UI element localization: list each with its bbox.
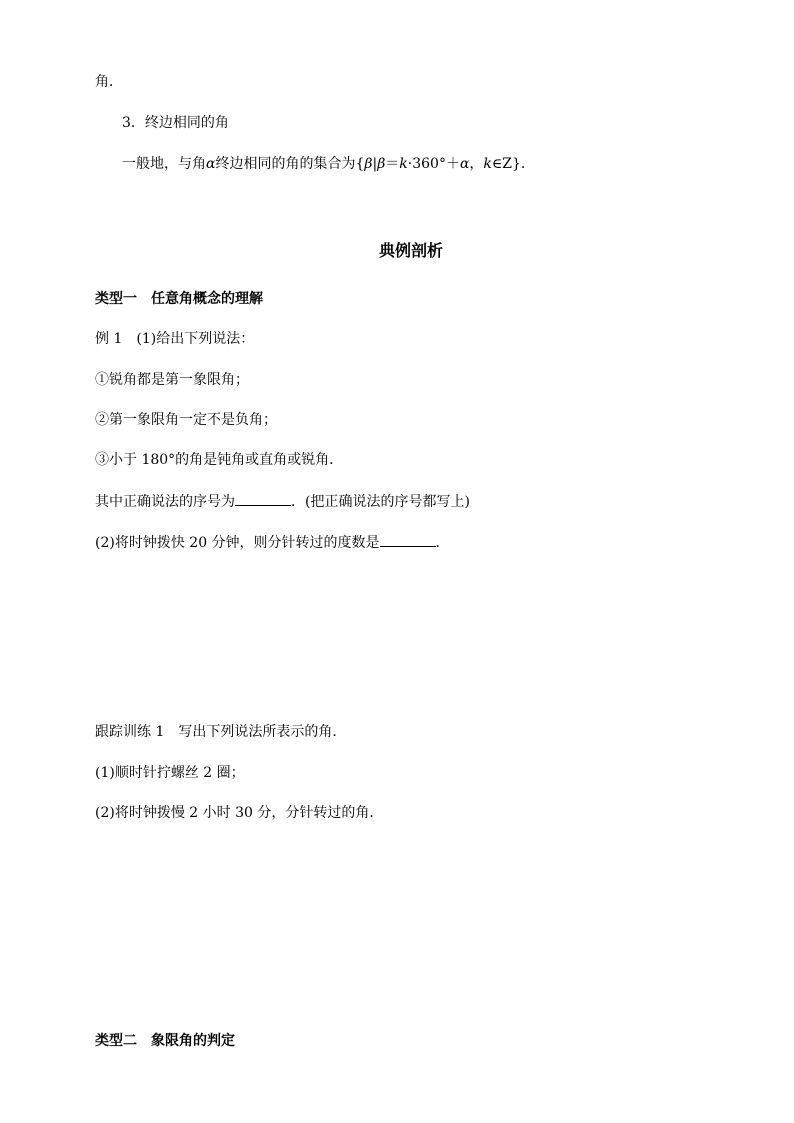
beta-symbol-2: β (377, 156, 386, 172)
body-tail: ·360°＋ (407, 156, 460, 172)
body-end: ∈Z}． (491, 156, 535, 172)
body-mid: 终边相同的角的集合为{ (215, 156, 365, 172)
type-2-title-text: 类型二 象限角的判定 (95, 1033, 235, 1049)
example-1-item-1 (95, 371, 249, 389)
type-1-title-text: 类型一 任意角概念的理解 (95, 291, 263, 307)
example-1-item-2 (95, 411, 277, 429)
practice-item-1-text: (1)顺时针拧螺丝 2 圈； (95, 765, 245, 781)
example-1-question-2 (95, 533, 450, 552)
k-symbol: k (399, 156, 408, 172)
alpha-symbol-2: α (459, 156, 470, 172)
practice-1-title-text: 跟踪训练 1 写出下列说法所表示的角． (95, 724, 347, 740)
fragment-text: 角． (95, 74, 123, 90)
item-2-text: ②第一象限角一定不是负角； (95, 412, 277, 428)
beta-symbol: β (364, 156, 373, 172)
section-heading (379, 242, 443, 260)
question-1-post: ．(把正确说法的序号都写上) (291, 494, 470, 510)
equals-symbol: ＝ (385, 156, 400, 172)
question-2-post: ． (435, 535, 450, 551)
example-1-item-3 (95, 451, 343, 469)
question-2-pre: (2)将时钟拨快 20 分钟，则分针转过的度数是 (95, 535, 380, 551)
section-heading-text: 典例剖析 (379, 241, 444, 260)
practice-1-item-2 (95, 804, 383, 822)
body-pre: 一般地，与角 (122, 156, 206, 172)
practice-1-item-1 (95, 764, 245, 782)
bar-symbol: | (372, 156, 378, 172)
section-3-title (122, 114, 229, 132)
text-fragment-top (95, 73, 123, 91)
answer-blank-2 (380, 533, 436, 547)
answer-blank-1 (235, 492, 291, 506)
type-2-title (95, 1032, 235, 1050)
example-1-intro-text: 例 1 (1)给出下列说法： (95, 331, 255, 347)
section-3-body (122, 155, 535, 173)
item-1-text: ①锐角都是第一象限角； (95, 372, 249, 388)
item-3-text: ③小于 180°的角是钝角或直角或锐角． (95, 452, 344, 468)
example-1-question-1 (95, 492, 470, 511)
alpha-symbol: α (206, 156, 216, 172)
practice-1-title (95, 723, 346, 741)
type-1-title (95, 290, 263, 308)
question-1-pre: 其中正确说法的序号为 (95, 494, 235, 510)
k-symbol-2: k (483, 156, 492, 172)
comma: ， (469, 156, 484, 172)
example-1-intro (95, 330, 254, 348)
practice-item-2-text: (2)将时钟拨慢 2 小时 30 分，分针转过的角． (95, 805, 384, 821)
section-3-title-text: 3．终边相同的角 (122, 115, 229, 131)
